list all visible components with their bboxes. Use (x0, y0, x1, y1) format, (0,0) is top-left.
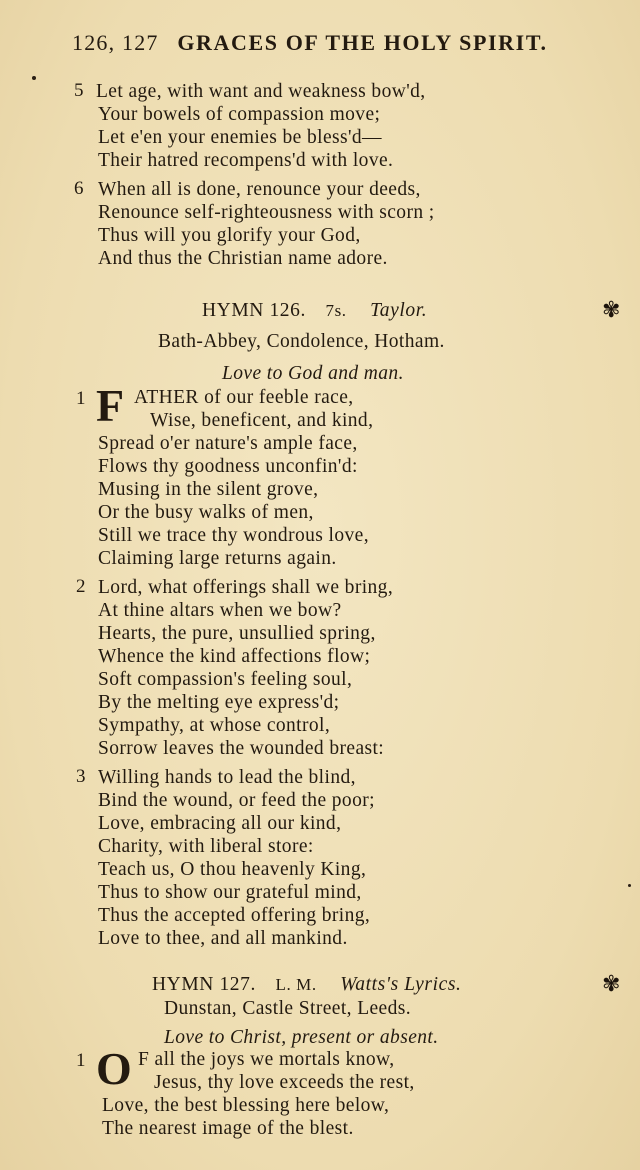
hymn-subject: Love to Christ, present or absent. (164, 1027, 439, 1048)
hymn-number: HYMN 126. (202, 300, 306, 321)
verse-line: Love, the best blessing here below, (102, 1095, 390, 1116)
verse-line: At thine altars when we bow? (98, 600, 342, 621)
stanza-number: 5 (74, 80, 84, 101)
hymn-author: Taylor. (370, 300, 428, 321)
verse-line: Musing in the silent grove, (98, 479, 319, 500)
verse-line: Or the busy walks of men, (98, 502, 314, 523)
verse-line: The nearest image of the blest. (102, 1118, 354, 1139)
verse-line: Renounce self-righteousness with scorn ; (98, 202, 435, 223)
verse-line: Whence the kind affections flow; (98, 646, 371, 667)
running-head (72, 30, 612, 56)
stanza-number: 3 (76, 766, 86, 787)
page-title: GRACES OF THE HOLY SPIRIT. (177, 30, 548, 55)
stanza-number: 2 (76, 576, 86, 597)
verse-line: When all is done, renounce your deeds, (98, 179, 421, 200)
verse-line: Your bowels of compassion move; (98, 104, 381, 125)
ink-speck (32, 76, 36, 80)
verse-line: Thus the accepted offering bring, (98, 905, 371, 926)
verse-line: Bind the wound, or feed the poor; (98, 790, 375, 811)
verse-line: Let e'en your enemies be bless'd— (98, 127, 382, 148)
verse-line: Sorrow leaves the wounded breast: (98, 738, 385, 759)
verse-line: Their hatred recompens'd with love. (98, 150, 394, 171)
hymn-subject: Love to God and man. (222, 363, 404, 384)
ink-speck (628, 884, 631, 887)
verse-line: Soft compassion's feeling soul, (98, 669, 353, 690)
hymn-number: HYMN 127. (152, 974, 256, 995)
verse-line: By the melting eye express'd; (98, 692, 340, 713)
tune-names: Bath-Abbey, Condolence, Hotham. (158, 331, 445, 352)
verse-line: Willing hands to lead the blind, (98, 767, 356, 788)
verse-line: Spread o'er nature's ample face, (98, 433, 358, 454)
verse-line: Let age, with want and weakness bow'd, (96, 81, 426, 102)
hymn-meter: 7s. (325, 301, 347, 320)
verse-line: Thus to show our grateful mind, (98, 882, 362, 903)
hymn-meter: L. M. (275, 975, 317, 994)
hymn-heading (202, 300, 427, 322)
tune-names: Dunstan, Castle Street, Leeds. (164, 998, 412, 1019)
drop-cap: O (96, 1043, 132, 1094)
hymn-heading (152, 974, 462, 996)
drop-cap: F (96, 380, 125, 431)
stanza-number: 1 (76, 1050, 86, 1071)
verse-line: Still we trace thy wondrous love, (98, 525, 369, 546)
verse-line: Hearts, the pure, unsullied spring, (98, 623, 376, 644)
verse-line: ATHER of our feeble race, (134, 387, 354, 408)
verse-line: Wise, beneficent, and kind, (150, 410, 374, 431)
fleuron-icon: ✾ (602, 297, 621, 322)
verse-line: Jesus, thy love exceeds the rest, (154, 1072, 415, 1093)
stanza-number: 1 (76, 388, 86, 409)
verse-line: Love, embracing all our kind, (98, 813, 342, 834)
fleuron-icon: ✾ (602, 971, 621, 996)
page-numbers: 126, 127 (72, 30, 159, 55)
verse-line: Teach us, O thou heavenly King, (98, 859, 367, 880)
verse-line: Flows thy goodness unconfin'd: (98, 456, 358, 477)
verse-line: Sympathy, at whose control, (98, 715, 331, 736)
verse-line: Thus will you glorify your God, (98, 225, 361, 246)
verse-line: Charity, with liberal store: (98, 836, 314, 857)
verse-line: F all the joys we mortals know, (138, 1049, 395, 1070)
verse-line: Lord, what offerings shall we bring, (98, 577, 394, 598)
verse-line: And thus the Christian name adore. (98, 248, 388, 269)
stanza-number: 6 (74, 178, 84, 199)
verse-line: Claiming large returns again. (98, 548, 337, 569)
verse-line: Love to thee, and all mankind. (98, 928, 348, 949)
hymn-author: Watts's Lyrics. (340, 974, 462, 995)
